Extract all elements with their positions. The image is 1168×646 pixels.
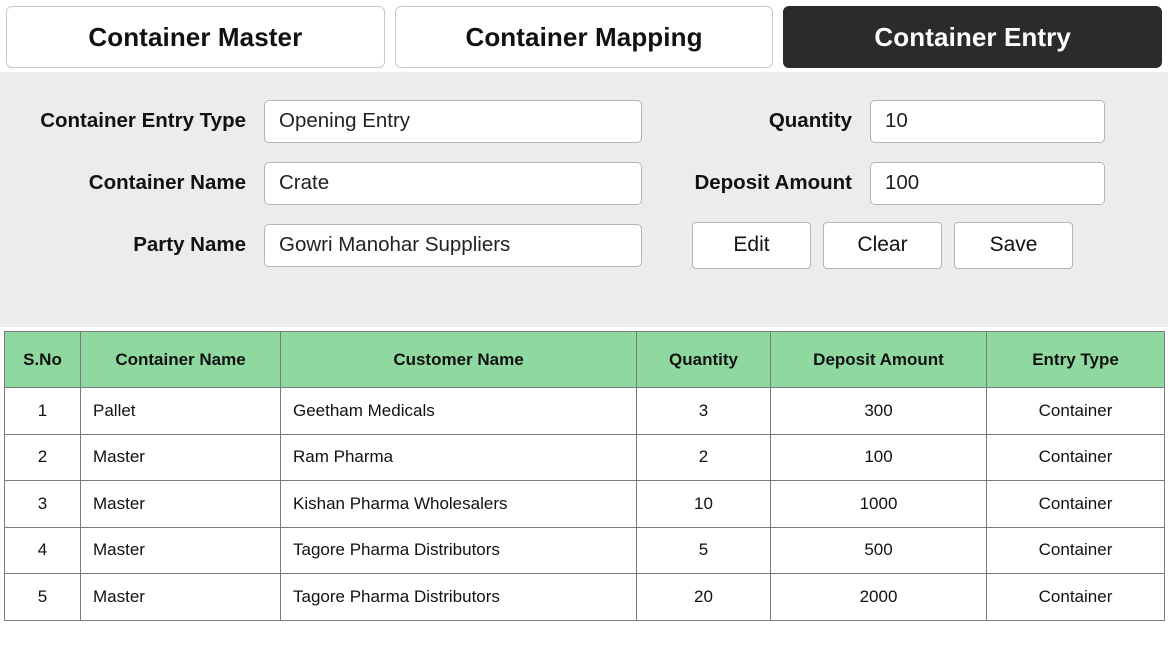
table-row[interactable] — [5, 434, 1165, 481]
entry-form-grid — [0, 90, 1168, 276]
table-row[interactable] — [5, 388, 1165, 435]
cell-customer-name: Tagore Pharma Distributors — [281, 527, 637, 574]
label-deposit-amount: Deposit Amount — [694, 171, 852, 194]
table-row[interactable] — [5, 481, 1165, 528]
header-container-name: Container Name — [81, 332, 281, 388]
cell-sno: 2 — [5, 434, 81, 481]
tab-container-master[interactable]: Container Master — [6, 6, 385, 68]
header-customer-name: Customer Name — [281, 332, 637, 388]
tab-bar — [0, 0, 1168, 72]
cell-entry-type: Container — [987, 434, 1165, 481]
label-container-name: Container Name — [88, 171, 246, 194]
cell-quantity: 3 — [637, 388, 771, 435]
edit-button[interactable]: Edit — [692, 222, 811, 269]
input-container-name[interactable]: Crate — [264, 162, 642, 205]
cell-quantity: 20 — [637, 574, 771, 621]
table-header-row — [5, 332, 1165, 388]
entries-table-head — [5, 332, 1165, 388]
cell-quantity: 2 — [637, 434, 771, 481]
entries-table-wrap — [0, 331, 1168, 621]
cell-entry-type: Container — [987, 574, 1165, 621]
cell-entry-type: Container — [987, 481, 1165, 528]
input-quantity[interactable]: 10 — [870, 100, 1105, 143]
clear-button[interactable]: Clear — [823, 222, 942, 269]
input-party-name[interactable]: Gowri Manohar Suppliers — [264, 224, 642, 267]
cell-container-name: Master — [81, 527, 281, 574]
header-deposit-amount: Deposit Amount — [771, 332, 987, 388]
cell-deposit-amount: 500 — [771, 527, 987, 574]
tab-container-entry[interactable]: Container Entry — [783, 6, 1162, 68]
cell-deposit-amount: 1000 — [771, 481, 987, 528]
label-party-name: Party Name — [133, 233, 246, 256]
form-button-row — [692, 222, 1110, 269]
cell-container-name: Master — [81, 481, 281, 528]
cell-container-name: Pallet — [81, 388, 281, 435]
cell-deposit-amount: 100 — [771, 434, 987, 481]
cell-deposit-amount: 300 — [771, 388, 987, 435]
cell-quantity: 10 — [637, 481, 771, 528]
input-deposit-amount[interactable]: 100 — [870, 162, 1105, 205]
cell-customer-name: Ram Pharma — [281, 434, 637, 481]
label-quantity: Quantity — [768, 109, 852, 132]
entry-form-panel — [0, 72, 1168, 327]
cell-quantity: 5 — [637, 527, 771, 574]
cell-container-name: Master — [81, 574, 281, 621]
save-button[interactable]: Save — [954, 222, 1073, 269]
cell-sno: 1 — [5, 388, 81, 435]
cell-customer-name: Geetham Medicals — [281, 388, 637, 435]
entries-table — [4, 331, 1165, 621]
tab-container-mapping[interactable]: Container Mapping — [395, 6, 774, 68]
input-container-entry-type[interactable]: Opening Entry — [264, 100, 642, 143]
table-row[interactable] — [5, 574, 1165, 621]
cell-deposit-amount: 2000 — [771, 574, 987, 621]
cell-container-name: Master — [81, 434, 281, 481]
header-entry-type: Entry Type — [987, 332, 1165, 388]
cell-customer-name: Tagore Pharma Distributors — [281, 574, 637, 621]
cell-entry-type: Container — [987, 388, 1165, 435]
table-row[interactable] — [5, 527, 1165, 574]
cell-customer-name: Kishan Pharma Wholesalers — [281, 481, 637, 528]
cell-sno: 5 — [5, 574, 81, 621]
entries-table-body — [5, 388, 1165, 621]
cell-entry-type: Container — [987, 527, 1165, 574]
header-quantity: Quantity — [637, 332, 771, 388]
label-container-entry-type: Container Entry Type — [40, 109, 246, 132]
header-sno: S.No — [5, 332, 81, 388]
cell-sno: 3 — [5, 481, 81, 528]
cell-sno: 4 — [5, 527, 81, 574]
